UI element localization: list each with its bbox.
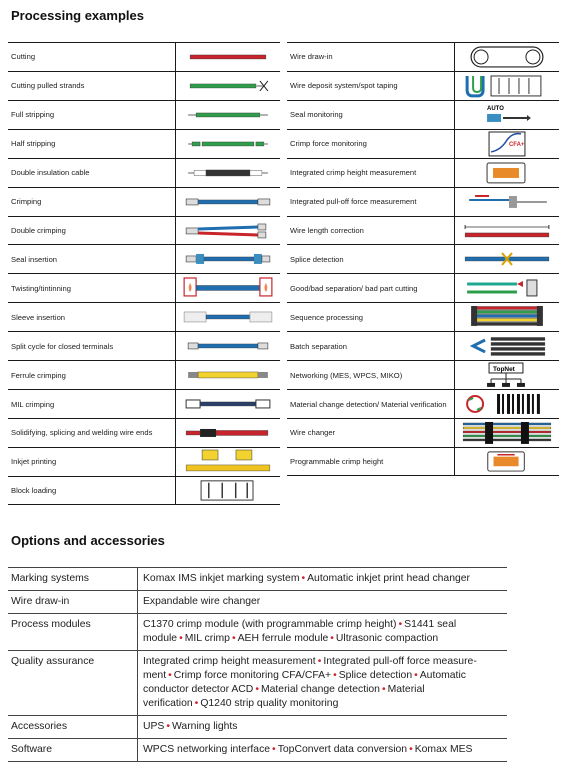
options-values (138, 739, 507, 761)
sequence-processing-icon (454, 303, 559, 331)
process-row (8, 42, 280, 71)
processing-examples-heading: Processing examples (11, 8, 144, 23)
wire-deposit-icon (454, 72, 559, 100)
splicing-welding-icon (175, 419, 280, 447)
process-label: Block loading (11, 485, 57, 495)
options-item: Komax IMS inkjet marking system (143, 573, 300, 584)
process-label: Wire draw-in (290, 52, 333, 62)
processing-table-left (8, 42, 280, 505)
process-row (8, 129, 280, 158)
bullet-icon: • (398, 619, 403, 630)
double-insulation-cable-icon (175, 159, 280, 187)
process-row (287, 447, 559, 476)
options-category: Process modules (8, 614, 138, 650)
bullet-icon: • (330, 633, 334, 644)
bullet-icon: • (166, 721, 171, 732)
wire-length-correction-icon (454, 217, 559, 245)
process-label: Integrated crimp height measurement (290, 168, 417, 178)
process-label: Crimping (11, 197, 42, 207)
process-label: Half stripping (11, 139, 56, 149)
process-row (287, 244, 559, 273)
options-values (138, 614, 507, 650)
bullet-icon: • (409, 744, 413, 755)
options-item: TopConvert data conversion (277, 744, 408, 755)
process-label: Networking (MES, WPCS, MIKO) (290, 370, 403, 380)
good-bad-separation-icon (454, 274, 559, 302)
process-row (8, 331, 280, 360)
process-row (8, 158, 280, 187)
process-row (8, 244, 280, 273)
bullet-icon: • (255, 684, 259, 695)
options-item: Material verification (143, 684, 425, 709)
options-row (8, 738, 507, 762)
process-row (8, 447, 280, 476)
options-item: Automatic conductor detector ACD (143, 670, 466, 695)
process-label: Seal insertion (11, 254, 58, 264)
process-label: Ferrule crimping (11, 370, 66, 380)
options-item: C1370 crimp module (with programmable crimp height) (143, 619, 397, 630)
process-row (287, 273, 559, 302)
options-item: Crimp force monitoring CFA/CFA+ (173, 670, 332, 681)
options-item: Warning lights (172, 721, 238, 732)
process-row (8, 476, 280, 505)
process-label: Split cycle for closed terminals (11, 341, 114, 351)
process-label: Wire length correction (290, 225, 364, 235)
process-label: Programmable crimp height (290, 456, 384, 466)
block-loading-icon (175, 477, 280, 504)
sleeve-insertion-icon (175, 303, 280, 331)
options-item: Integrated pull-off force measure-ment (143, 656, 477, 681)
process-label: Double insulation cable (11, 168, 90, 178)
options-values (138, 568, 507, 590)
seal-insertion-icon (175, 245, 280, 273)
options-item: Komax MES (414, 744, 473, 755)
process-row (287, 100, 559, 129)
options-item: UPS (143, 721, 165, 732)
options-row (8, 650, 507, 715)
ferrule-crimping-icon (175, 361, 280, 389)
process-label: Integrated pull-off force measurement (290, 197, 417, 207)
process-row (287, 216, 559, 245)
options-heading: Options and accessories (11, 533, 165, 548)
crimp-height-measurement-icon (454, 159, 559, 187)
process-row (287, 129, 559, 158)
process-row (287, 71, 559, 100)
svg-text:TopNet: TopNet (493, 366, 515, 374)
options-values (138, 716, 507, 738)
process-row (287, 158, 559, 187)
cutting-pulled-strands-icon (175, 72, 280, 100)
pull-off-force-icon (454, 188, 559, 216)
split-cycle-icon (175, 332, 280, 360)
process-row (8, 187, 280, 216)
options-category: Wire draw-in (8, 591, 138, 613)
process-row (8, 216, 280, 245)
options-values (138, 591, 507, 613)
process-row (8, 418, 280, 447)
options-item: Splice detection (338, 670, 413, 681)
process-label: Full stripping (11, 110, 55, 120)
networking-icon (454, 361, 559, 389)
options-row (8, 590, 507, 613)
process-label: Double crimping (11, 225, 66, 235)
process-label: MIL crimping (11, 399, 55, 409)
process-label: Good/bad separation/ bad part cutting (290, 283, 418, 293)
options-row (8, 613, 507, 650)
process-row (8, 273, 280, 302)
material-change-detection-icon (454, 390, 559, 418)
process-row (8, 389, 280, 418)
options-item: WPCS networking interface (143, 744, 271, 755)
process-row (287, 331, 559, 360)
process-label: Material change detection/ Material verification (290, 399, 447, 409)
mil-crimping-icon (175, 390, 280, 418)
bullet-icon: • (179, 633, 183, 644)
process-label: Sequence processing (290, 312, 364, 322)
svg-text:AUTO: AUTO (487, 105, 504, 112)
bullet-icon: • (231, 633, 236, 644)
process-label: Cutting pulled strands (11, 81, 85, 91)
options-item: Automatic inkjet print head changer (307, 573, 471, 584)
splice-detection-icon (454, 245, 559, 273)
bullet-icon: • (272, 744, 276, 755)
process-label: Inkjet printing (11, 457, 57, 467)
process-label: Sleeve insertion (11, 312, 66, 322)
process-label: Seal monitoring (290, 110, 343, 120)
process-label: Solidifying, splicing and welding wire ends (11, 428, 153, 438)
full-stripping-icon (175, 101, 280, 129)
options-item: Ultrasonic compaction (335, 633, 439, 644)
options-item: Material change detection (260, 684, 380, 695)
batch-separation-icon (454, 332, 559, 360)
options-item: Q1240 strip quality monitoring (200, 698, 339, 709)
options-row (8, 715, 507, 738)
options-category: Software (8, 739, 138, 761)
bullet-icon: • (301, 573, 306, 584)
process-row (8, 360, 280, 389)
process-row (8, 302, 280, 331)
process-row (287, 389, 559, 418)
bullet-icon: • (194, 698, 199, 709)
bullet-icon: • (317, 656, 322, 667)
wire-changer-icon (454, 419, 559, 447)
process-row (287, 187, 559, 216)
process-row (287, 418, 559, 447)
process-label: Cutting (11, 52, 36, 62)
bullet-icon: • (168, 670, 172, 681)
process-label: Wire changer (290, 428, 336, 438)
double-crimping-icon (175, 217, 280, 245)
options-item: S1441 seal module (143, 619, 457, 644)
options-category: Marking systems (8, 568, 138, 590)
options-category: Quality assurance (8, 651, 138, 715)
process-label: Batch separation (290, 341, 347, 351)
inkjet-printing-icon (175, 448, 280, 476)
options-values (138, 651, 507, 715)
options-item: Expandable wire changer (143, 596, 261, 607)
crimp-force-monitoring-icon (454, 130, 559, 158)
svg-text:CFA+: CFA+ (508, 141, 525, 148)
options-table (8, 567, 507, 762)
crimping-icon (175, 188, 280, 216)
process-row (287, 360, 559, 389)
process-row (8, 100, 280, 129)
cutting-icon (175, 43, 280, 71)
options-item: MIL crimp (184, 633, 230, 644)
seal-monitoring-icon (454, 101, 559, 129)
process-label: Wire deposit system/spot taping (290, 81, 398, 91)
options-row (8, 567, 507, 590)
process-row (287, 302, 559, 331)
process-row (8, 71, 280, 100)
half-stripping-icon (175, 130, 280, 158)
process-label: Crimp force monitoring (290, 139, 367, 149)
twisting-tinning-icon (175, 274, 280, 302)
bullet-icon: • (333, 670, 337, 681)
bullet-icon: • (381, 684, 386, 695)
bullet-icon: • (414, 670, 418, 681)
programmable-crimp-height-icon (454, 448, 559, 475)
process-row (287, 42, 559, 71)
options-item: AEH ferrule module (237, 633, 329, 644)
options-category: Accessories (8, 716, 138, 738)
options-item: Integrated crimp height measurement (143, 656, 316, 667)
process-label: Splice detection (290, 254, 344, 264)
processing-table-right (287, 42, 559, 476)
wire-draw-in-icon (454, 43, 559, 71)
process-label: Twisting/tintinning (11, 283, 71, 293)
